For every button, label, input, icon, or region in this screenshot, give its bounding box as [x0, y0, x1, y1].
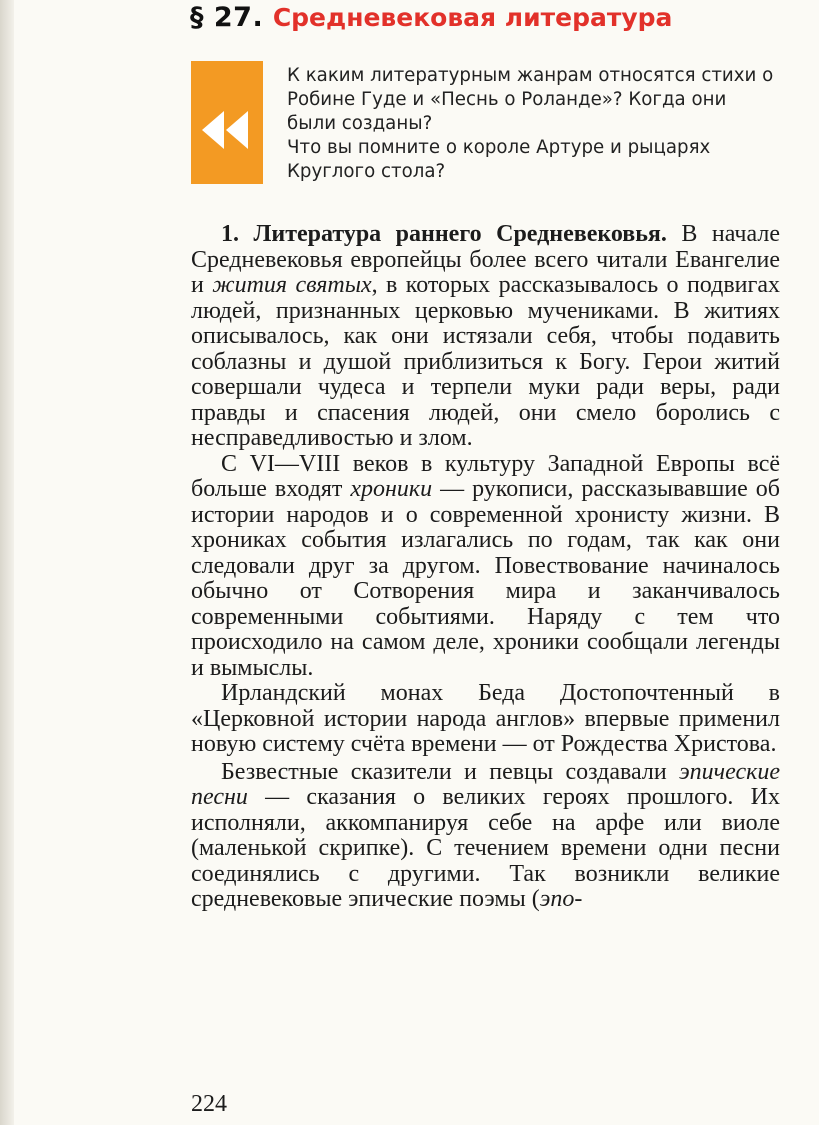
term-italic: хроники	[350, 476, 433, 502]
review-questions	[287, 64, 777, 184]
term-italic: эпо-	[539, 886, 583, 912]
paragraph	[191, 760, 780, 913]
text-run: — рукописи, рассказывавшие об истории народов и о современной хронисту жизни. В хрониках события излагались по годам, так как они следовали друг за другом. Повествование начиналось обычно от Сотворения мира и заканчивалось современными событиями. Наряду с тем что происходило на самом деле, хроники сообщали легенды и вымыслы.	[191, 476, 780, 681]
paragraph	[191, 452, 780, 682]
page-title	[190, 2, 672, 42]
term-italic: эпические песни	[191, 758, 780, 810]
text-run: — сказания о великих героях прошлого. Их исполняли, аккомпанируя себе на арфе или виоле (маленькой скрипке). С течением времени одни песни соединялись с другими. Так возникли великие средневековые эпические поэмы (	[191, 784, 780, 912]
paragraph-number: § 27.	[190, 2, 264, 33]
term-italic: жития святых	[212, 272, 372, 298]
page-number: 224	[191, 1091, 227, 1117]
main-text	[191, 222, 780, 913]
text-run: , в которых рассказывалось о подвигах людей, признанных церковью мучениками. В житиях описывалось, как они истязали себя, чтобы подавить соблазны и душой приблизиться к Богу. Герои житий совершали чудеса и терпели муки ради веры, ради правды и спасения людей, они смело боролись с несправедливостью и злом.	[191, 272, 780, 451]
text-run: С VI—VIII веков в культуру Западной Европы всё больше входят	[191, 450, 780, 502]
paragraph	[191, 222, 780, 452]
section-heading: 1. Литература раннего Средневековья.	[221, 221, 667, 247]
rewind-icon	[191, 61, 263, 184]
page-edge-shadow	[0, 0, 14, 1125]
review-question: К каким литературным жанрам относятся стихи о Робине Гуде и «Песнь о Роланде»? Когда они были созданы?	[287, 65, 774, 134]
review-question: Что вы помните о короле Артуре и рыцарях Круглого стола?	[287, 137, 711, 182]
paragraph: Ирландский монах Беда Достопочтенный в «Церковной истории народа англов» впервые применил новую систему счёта времени — от Рождества Христова.	[191, 680, 780, 757]
text-run: В начале Средневековья европейцы более всего читали Евангелие и	[191, 221, 780, 298]
text-run: Безвестные сказители и певцы создавали	[221, 758, 680, 785]
chapter-title: Средневековая литература	[272, 3, 673, 32]
